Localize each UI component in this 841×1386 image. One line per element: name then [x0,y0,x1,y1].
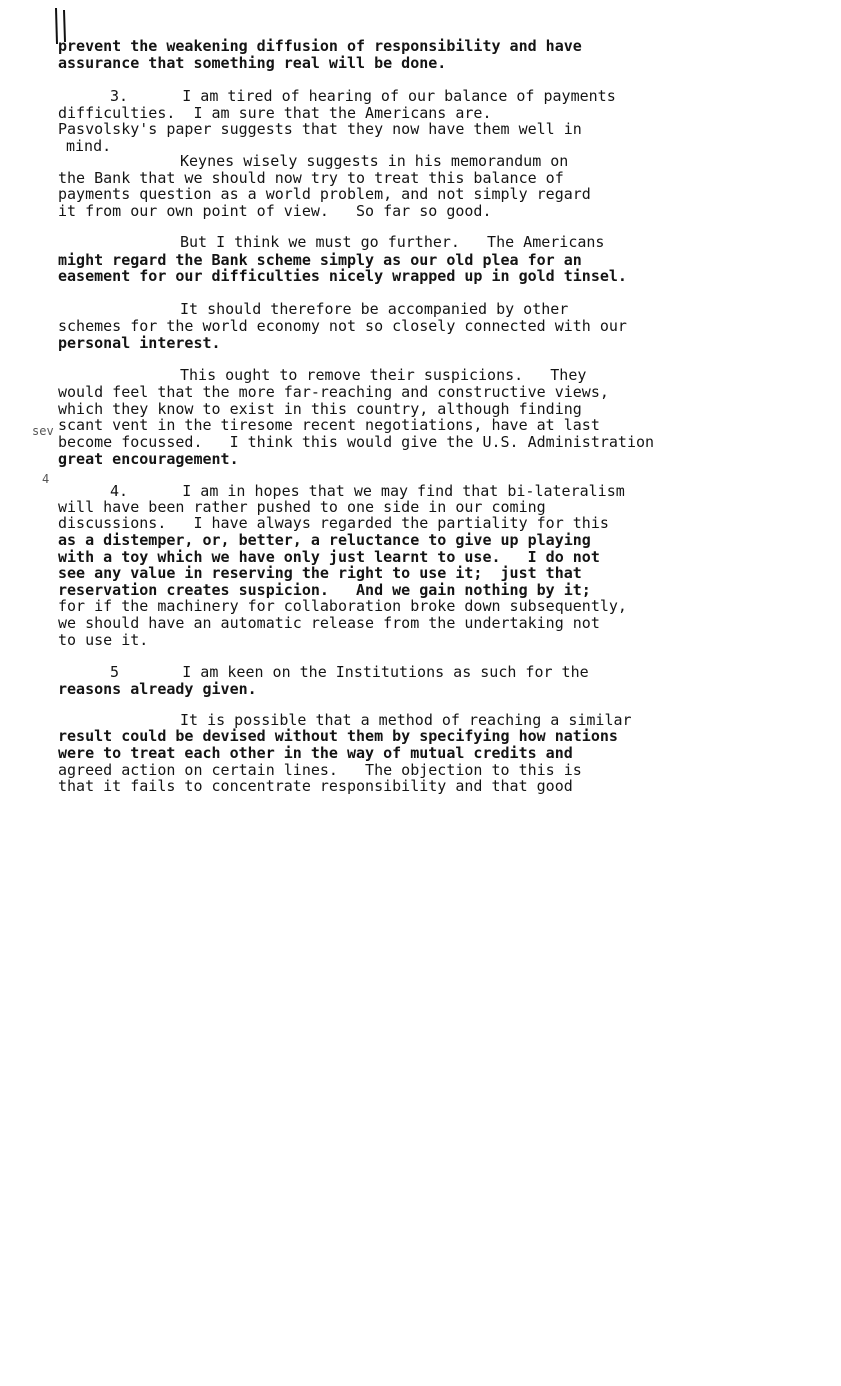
text-line: scant vent in the tiresome recent negotiations, have at last [58,416,600,434]
text-line: result could be devised without them by specifying how nations [58,727,618,745]
text-line: discussions. I have always regarded the partiality for this [58,514,609,532]
text-line: with a toy which we have only just learnt to use. I do not [58,548,600,566]
text-line: would feel that the more far-reaching and constructive views, [58,383,609,401]
text-line: Pasvolsky's paper suggests that they now have them well in [58,120,582,138]
text-line: see any value in reserving the right to use it; just that [58,564,582,582]
text-line: assurance that something real will be done. [58,54,447,72]
text-line: personal interest. [58,334,221,352]
text-line: to use it. [58,631,149,649]
text-line: This ought to remove their suspicions. They [180,366,587,384]
text-line: It should therefore be accompanied by other [180,300,569,318]
text-line: that it fails to concentrate responsibility and that good [58,777,573,795]
text-line: the Bank that we should now try to treat this balance of [58,169,564,187]
text-line: 5 I am keen on the Institutions as such for the [110,663,589,681]
margin-note: sev [32,424,54,438]
text-line: payments question as a world problem, and not simply regard [58,185,591,203]
text-line: 4. I am in hopes that we may find that bi-lateralism [110,482,625,500]
text-line: But I think we must go further. The Americans [180,233,605,251]
text-line: might regard the Bank scheme simply as our old plea for an [58,251,582,269]
text-line: easement for our difficulties nicely wrapped up in gold tinsel. [58,267,627,285]
text-line: agreed action on certain lines. The objection to this is [58,761,582,779]
text-line: mind. [66,137,112,155]
text-line: we should have an automatic release from the undertaking not [58,614,600,632]
text-line: were to treat each other in the way of mutual credits and [58,744,573,762]
text-line: It is possible that a method of reaching a similar [180,711,632,729]
text-line: will have been rather pushed to one side in our coming [58,498,546,516]
text-line: which they know to exist in this country, although finding [58,400,582,418]
text-line: 3. I am tired of hearing of our balance of payments [110,87,616,105]
text-line: reservation creates suspicion. And we gain nothing by it; [58,581,591,599]
text-line: prevent the weakening diffusion of responsibility and have [58,37,582,55]
text-line: great encouragement. [58,450,239,468]
text-line: it from our own point of view. So far so good. [58,202,492,220]
text-line: Keynes wisely suggests in his memorandum on [180,152,569,170]
text-line: become focussed. I think this would give the U.S. Administration [58,433,655,451]
text-line: schemes for the world economy not so closely connected with our [58,317,627,335]
text-line: as a distemper, or, better, a reluctance to give up playing [58,531,591,549]
text-line: reasons already given. [58,680,257,698]
text-line: difficulties. I am sure that the Americans are. [58,104,492,122]
text-line: for if the machinery for collaboration broke down subsequently, [58,597,627,615]
margin-note: 4 [42,472,50,486]
